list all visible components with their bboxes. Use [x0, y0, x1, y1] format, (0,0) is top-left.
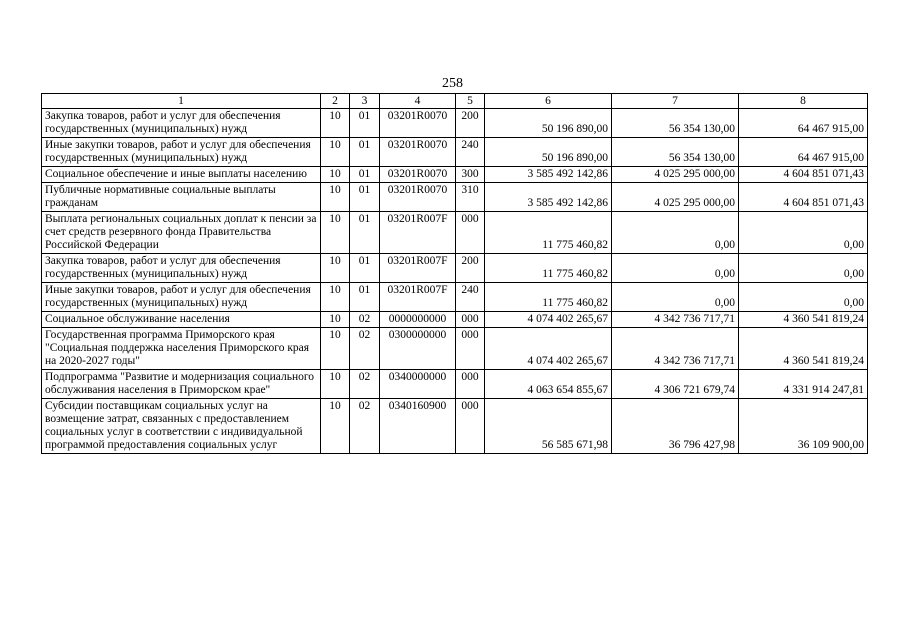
column-header: 6 [485, 94, 612, 109]
row-expense-type: 300 [456, 167, 485, 183]
row-amount-col6: 11 775 460,82 [485, 212, 612, 254]
row-amount-col7: 56 354 130,00 [612, 109, 739, 138]
row-section: 10 [321, 312, 350, 328]
table-row [42, 328, 868, 370]
row-amount-col7: 36 796 427,98 [612, 399, 739, 454]
table-row [42, 283, 868, 312]
row-amount-col7: 0,00 [612, 212, 739, 254]
row-amount-col6: 4 074 402 265,67 [485, 312, 612, 328]
row-amount-col8: 36 109 900,00 [739, 399, 868, 454]
table-row [42, 312, 868, 328]
row-amount-col6: 50 196 890,00 [485, 138, 612, 167]
row-expense-type: 000 [456, 370, 485, 399]
row-subsection: 01 [350, 183, 380, 212]
header-row [42, 94, 868, 109]
row-amount-col6: 11 775 460,82 [485, 283, 612, 312]
row-name: Публичные нормативные социальные выплаты гражданам [42, 183, 321, 212]
page-number: 258 [442, 76, 463, 91]
row-amount-col8: 4 360 541 819,24 [739, 328, 868, 370]
row-target-article: 0340160900 [380, 399, 456, 454]
column-header: 5 [456, 94, 485, 109]
row-amount-col6: 4 063 654 855,67 [485, 370, 612, 399]
row-amount-col7: 4 025 295 000,00 [612, 183, 739, 212]
table-row [42, 109, 868, 138]
row-subsection: 01 [350, 283, 380, 312]
row-expense-type: 200 [456, 109, 485, 138]
row-amount-col7: 0,00 [612, 283, 739, 312]
table-row [42, 138, 868, 167]
row-amount-col8: 0,00 [739, 212, 868, 254]
row-name: Государственная программа Приморского края "Социальная поддержка населения Приморского края на 2020-2027 годы" [42, 328, 321, 370]
column-header: 7 [612, 94, 739, 109]
row-name: Иные закупки товаров, работ и услуг для обеспечения государственных (муниципальных) нужд [42, 283, 321, 312]
table-row [42, 370, 868, 399]
row-expense-type: 240 [456, 138, 485, 167]
row-name: Социальное обеспечение и иные выплаты населению [42, 167, 321, 183]
row-subsection: 02 [350, 328, 380, 370]
row-expense-type: 240 [456, 283, 485, 312]
row-amount-col6: 56 585 671,98 [485, 399, 612, 454]
row-amount-col6: 4 074 402 265,67 [485, 328, 612, 370]
row-amount-col7: 4 342 736 717,71 [612, 328, 739, 370]
column-header: 2 [321, 94, 350, 109]
row-amount-col7: 4 025 295 000,00 [612, 167, 739, 183]
table-row [42, 212, 868, 254]
row-amount-col8: 64 467 915,00 [739, 109, 868, 138]
row-name: Подпрограмма "Развитие и модернизация социального обслуживания населения в Приморском крае" [42, 370, 321, 399]
row-expense-type: 000 [456, 212, 485, 254]
row-subsection: 01 [350, 109, 380, 138]
row-section: 10 [321, 254, 350, 283]
row-name: Закупка товаров, работ и услуг для обеспечения государственных (муниципальных) нужд [42, 254, 321, 283]
column-header: 4 [380, 94, 456, 109]
row-section: 10 [321, 183, 350, 212]
row-amount-col6: 50 196 890,00 [485, 109, 612, 138]
row-amount-col8: 64 467 915,00 [739, 138, 868, 167]
row-target-article: 0000000000 [380, 312, 456, 328]
row-expense-type: 000 [456, 399, 485, 454]
row-name: Закупка товаров, работ и услуг для обеспечения государственных (муниципальных) нужд [42, 109, 321, 138]
row-target-article: 03201R0070 [380, 183, 456, 212]
row-amount-col7: 4 342 736 717,71 [612, 312, 739, 328]
column-header: 3 [350, 94, 380, 109]
row-name: Субсидии поставщикам социальных услуг на возмещение затрат, связанных с предоставлением социальных услуг в соответствии с индивидуальной программой предоставления социальных услуг [42, 399, 321, 454]
row-section: 10 [321, 167, 350, 183]
row-name: Выплата региональных социальных доплат к пенсии за счет средств резервного фонда Правительства Российской Федерации [42, 212, 321, 254]
table-row [42, 399, 868, 454]
column-header: 1 [42, 94, 321, 109]
row-subsection: 01 [350, 212, 380, 254]
row-amount-col6: 11 775 460,82 [485, 254, 612, 283]
row-amount-col8: 0,00 [739, 283, 868, 312]
row-section: 10 [321, 109, 350, 138]
row-amount-col8: 0,00 [739, 254, 868, 283]
row-expense-type: 310 [456, 183, 485, 212]
row-subsection: 02 [350, 399, 380, 454]
row-amount-col8: 4 604 851 071,43 [739, 183, 868, 212]
row-target-article: 03201R007F [380, 254, 456, 283]
row-amount-col8: 4 331 914 247,81 [739, 370, 868, 399]
row-expense-type: 200 [456, 254, 485, 283]
row-target-article: 03201R007F [380, 212, 456, 254]
table-body [42, 94, 868, 454]
row-amount-col7: 4 306 721 679,74 [612, 370, 739, 399]
row-section: 10 [321, 212, 350, 254]
row-amount-col6: 3 585 492 142,86 [485, 167, 612, 183]
row-amount-col8: 4 360 541 819,24 [739, 312, 868, 328]
budget-table [41, 93, 868, 454]
row-amount-col7: 56 354 130,00 [612, 138, 739, 167]
column-header: 8 [739, 94, 868, 109]
row-target-article: 03201R007F [380, 283, 456, 312]
table-row [42, 183, 868, 212]
row-target-article: 03201R0070 [380, 167, 456, 183]
row-subsection: 01 [350, 138, 380, 167]
row-subsection: 01 [350, 167, 380, 183]
row-subsection: 02 [350, 370, 380, 399]
row-section: 10 [321, 283, 350, 312]
row-section: 10 [321, 399, 350, 454]
row-target-article: 03201R0070 [380, 138, 456, 167]
row-target-article: 03201R0070 [380, 109, 456, 138]
row-amount-col7: 0,00 [612, 254, 739, 283]
row-section: 10 [321, 370, 350, 399]
table-row [42, 254, 868, 283]
row-amount-col8: 4 604 851 071,43 [739, 167, 868, 183]
row-name: Социальное обслуживание населения [42, 312, 321, 328]
row-target-article: 0300000000 [380, 328, 456, 370]
row-section: 10 [321, 138, 350, 167]
row-expense-type: 000 [456, 328, 485, 370]
row-subsection: 01 [350, 254, 380, 283]
table-row [42, 167, 868, 183]
row-section: 10 [321, 328, 350, 370]
row-amount-col6: 3 585 492 142,86 [485, 183, 612, 212]
row-name: Иные закупки товаров, работ и услуг для обеспечения государственных (муниципальных) нужд [42, 138, 321, 167]
row-subsection: 02 [350, 312, 380, 328]
row-target-article: 0340000000 [380, 370, 456, 399]
row-expense-type: 000 [456, 312, 485, 328]
